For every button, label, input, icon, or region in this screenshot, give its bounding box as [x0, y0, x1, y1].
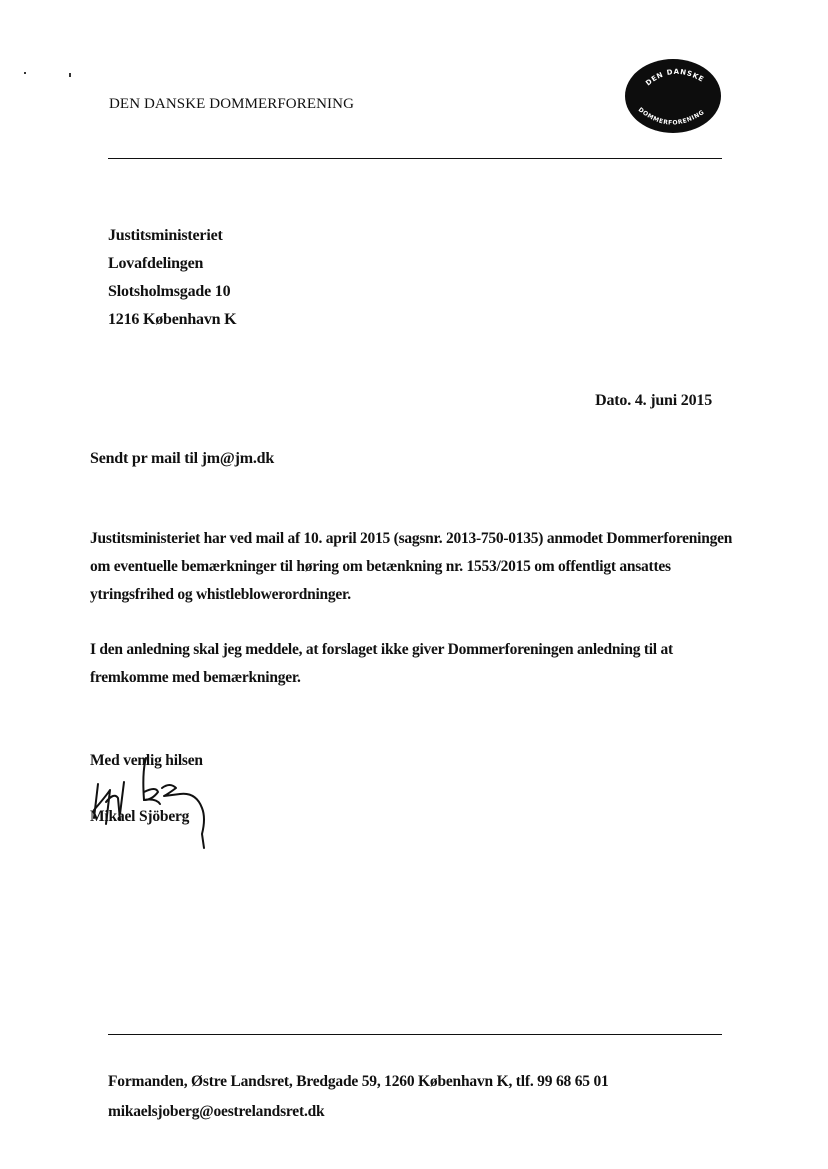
- logo-top-text: DEN DANSKE: [644, 67, 706, 88]
- recipient-line-3: Slotsholmsgade 10: [108, 283, 231, 300]
- scan-speck: [24, 72, 26, 74]
- body-paragraph-1-line-1: Justitsministeriet har ved mail af 10. april 2015 (sagsnr. 2013-750-0135) anmodet Dommerforeningen: [90, 530, 733, 547]
- recipient-line-4: 1216 København K: [108, 311, 237, 328]
- organization-logo-seal: [624, 58, 722, 134]
- signer-name: Mikael Sjöberg: [90, 808, 190, 825]
- recipient-line-1: Justitsministeriet: [108, 227, 223, 244]
- letter-date: Dato. 4. juni 2015: [595, 392, 712, 409]
- scan-speck: [69, 73, 71, 77]
- logo-bottom-text: DOMMERFORENING: [636, 106, 706, 127]
- recipient-line-2: Lovafdelingen: [108, 255, 204, 272]
- organization-name: DEN DANSKE DOMMERFORENING: [109, 96, 355, 112]
- header-divider: [108, 158, 722, 159]
- body-paragraph-2-line-2: fremkomme med bemærkninger.: [90, 669, 301, 686]
- footer-email: mikaelsjoberg@oestrelandsret.dk: [108, 1103, 325, 1120]
- body-paragraph-1-line-2: om eventuelle bemærkninger til høring om betænkning nr. 1553/2015 om offentligt ansattes: [90, 558, 671, 575]
- footer-divider: [108, 1034, 722, 1035]
- closing-greeting: Med venlig hilsen: [90, 752, 203, 769]
- sent-by-mail: Sendt pr mail til jm@jm.dk: [90, 450, 275, 467]
- footer-address: Formanden, Østre Landsret, Bredgade 59, 1260 København K, tlf. 99 68 65 01: [108, 1073, 609, 1090]
- body-paragraph-1-line-3: ytringsfrihed og whistleblowerordninger.: [90, 586, 351, 603]
- body-paragraph-2-line-1: I den anledning skal jeg meddele, at forslaget ikke giver Dommerforeningen anledning til at: [90, 641, 673, 658]
- handwritten-signature: [84, 752, 224, 852]
